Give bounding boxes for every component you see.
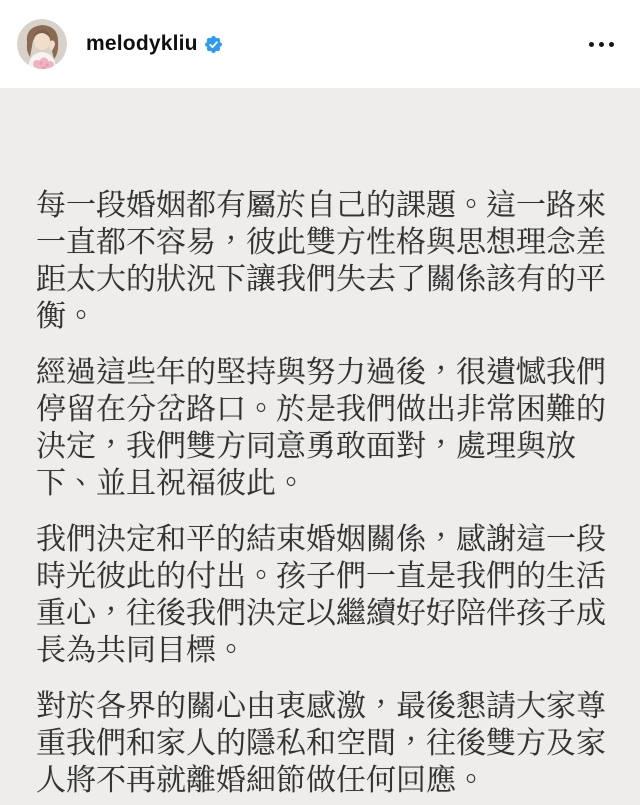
avatar-photo-icon [17,19,67,69]
avatar[interactable] [17,19,67,69]
post-paragraph: 對於各界的關心由衷感激，最後懇請大家尊重我們和家人的隱私和空間，往後雙方及家人將不再就離婚細節做任何回應。 [36,690,606,797]
post-paragraph: 經過這些年的堅持與努力過後，很遺憾我們停留在分岔路口。於是我們做出非常困難的決定，我們雙方同意勇敢面對，處理與放下、並且祝福彼此。 [36,356,606,500]
ellipsis-icon [609,42,614,47]
post-image[interactable] [0,88,640,805]
ellipsis-icon [589,42,594,47]
ellipsis-icon [599,42,604,47]
more-options-button[interactable] [587,34,616,55]
username[interactable]: melodykliu [86,32,198,55]
verified-badge-icon [205,36,222,53]
post-paragraph: 每一段婚姻都有屬於自己的課題。這一路來一直都不容易，彼此雙方性格與思想理念差距太大的狀況下讓我們失去了關係該有的平衡。 [36,189,606,333]
post-header [0,0,640,88]
post-text [36,187,611,799]
post-paragraph: 我們決定和平的結束婚姻關係，感謝這一段時光彼此的付出。孩子們一直是我們的生活重心，往後我們決定以繼續好好陪伴孩子成長為共同目標。 [36,523,606,667]
